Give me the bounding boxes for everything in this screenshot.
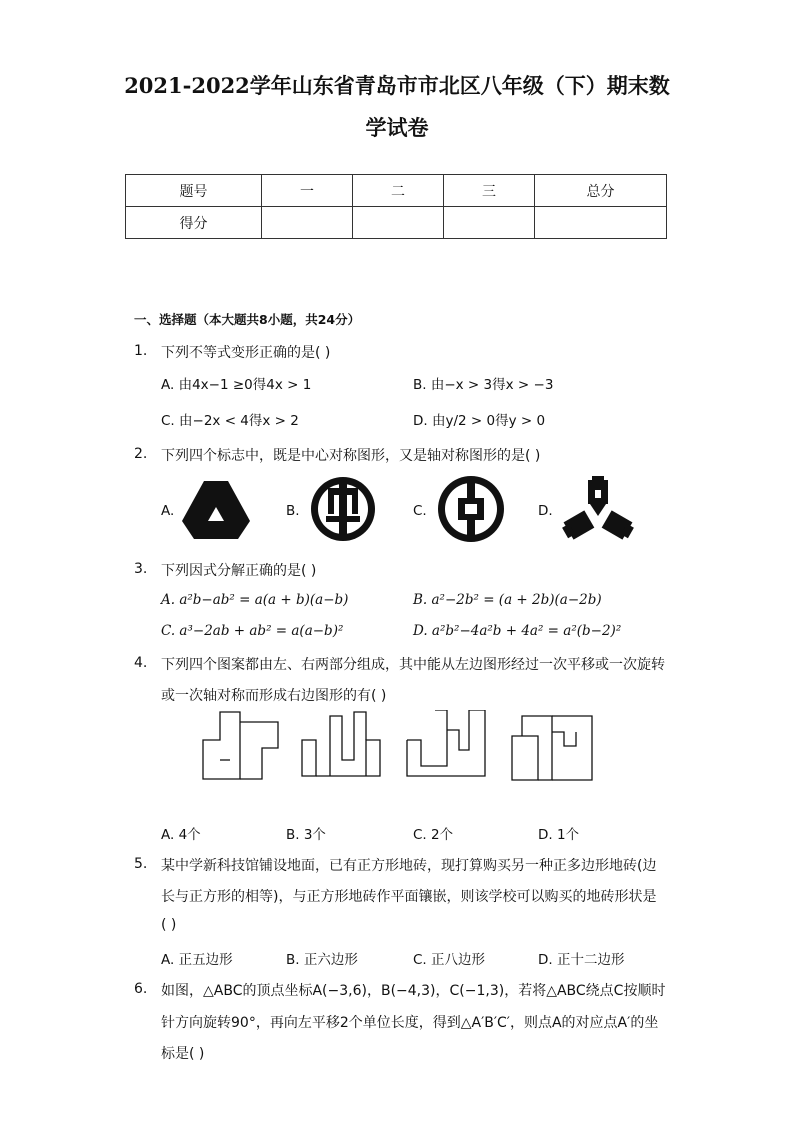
q5-option-d: D. 正十二边形 bbox=[538, 952, 625, 968]
score-cell bbox=[262, 207, 353, 239]
question-3-text: 下列因式分解正确的是( ) bbox=[161, 563, 317, 579]
q3-option-b: B. a²−2b² = (a + 2b)(a−2b) bbox=[413, 592, 602, 608]
question-number: 6. bbox=[134, 981, 148, 997]
coin-logo-icon bbox=[436, 474, 506, 548]
exam-title-line-1: 2021-2022学年山东省青岛市市北区八年级（下）期末数 bbox=[124, 73, 670, 98]
q1-option-d: D. 由y/2 > 0得y > 0 bbox=[413, 413, 546, 429]
bank-logo-icon bbox=[308, 474, 378, 548]
score-header-cell: 题号 bbox=[126, 175, 262, 207]
score-table bbox=[125, 174, 667, 239]
score-row-label: 得分 bbox=[126, 207, 262, 239]
q5-option-a: A. 正五边形 bbox=[161, 952, 233, 968]
question-5-text-line-2: 长与正方形的相等)，与正方形地砖作平面镶嵌，则该学校可以购买的地砖形状是 bbox=[161, 889, 657, 905]
triangle-logo-icon bbox=[180, 477, 252, 547]
pattern-figure-1 bbox=[203, 712, 278, 779]
question-6-text-line-3: 标是( ) bbox=[161, 1046, 205, 1062]
question-6-text-line-1: 如图，△ABC的顶点坐标A(−3,6)，B(−4,3)，C(−1,3)，若将△ABC绕点C按顺时 bbox=[161, 983, 666, 999]
question-number: 5. bbox=[134, 856, 148, 872]
pattern-figure-4 bbox=[512, 716, 592, 780]
question-number: 3. bbox=[134, 561, 148, 577]
q3-option-a: A. a²b−ab² = a(a + b)(a−b) bbox=[161, 592, 349, 608]
question-number: 2. bbox=[134, 446, 148, 462]
score-header-cell: 二 bbox=[353, 175, 444, 207]
q1-option-c: C. 由−2x < 4得x > 2 bbox=[161, 413, 299, 429]
q2-option-c: C. bbox=[413, 503, 427, 519]
pattern-figure-2 bbox=[302, 712, 380, 776]
question-1-text: 下列不等式变形正确的是( ) bbox=[161, 345, 331, 361]
q1-option-a: A. 由4x−1 ≥0得4x > 1 bbox=[161, 377, 312, 393]
question-5-text-line-1: 某中学新科技馆铺设地面，已有正方形地砖，现打算购买另一种正多边形地砖(边 bbox=[161, 858, 657, 874]
score-header-cell: 三 bbox=[444, 175, 535, 207]
q4-option-c: C. 2个 bbox=[413, 827, 454, 843]
question-4-text-line-1: 下列四个图案都由左、右两部分组成，其中能从左边图形经过一次平移或一次旋转 bbox=[161, 657, 665, 673]
question-number: 1. bbox=[134, 343, 148, 359]
q3-option-d: D. a²b²−4a²b + 4a² = a²(b−2)² bbox=[413, 623, 622, 639]
question-5-text-line-3: ( ) bbox=[161, 917, 177, 933]
question-6-text-line-2: 针方向旋转90°，再向左平移2个单位长度，得到△A′B′C′，则点A的对应点A′的坐 bbox=[161, 1015, 659, 1031]
q4-option-a: A. 4个 bbox=[161, 827, 201, 843]
score-cell bbox=[353, 207, 444, 239]
q2-option-a: A. bbox=[161, 503, 175, 519]
question-4-text-line-2: 或一次轴对称而形成右边图形的有( ) bbox=[161, 688, 387, 704]
question-2-text: 下列四个标志中，既是中心对称图形，又是轴对称图形的是( ) bbox=[161, 448, 541, 464]
question-number: 4. bbox=[134, 655, 148, 671]
score-header-cell: 一 bbox=[262, 175, 353, 207]
q5-option-b: B. 正六边形 bbox=[286, 952, 358, 968]
score-cell bbox=[535, 207, 667, 239]
q4-option-d: D. 1个 bbox=[538, 827, 580, 843]
q3-option-c: C. a³−2ab + ab² = a(a−b)² bbox=[161, 623, 344, 639]
score-cell bbox=[444, 207, 535, 239]
pattern-figure-3 bbox=[407, 710, 485, 776]
score-header-cell: 总分 bbox=[535, 175, 667, 207]
score-table-score-row bbox=[126, 207, 667, 239]
score-table-header-row bbox=[126, 175, 667, 207]
q5-option-c: C. 正八边形 bbox=[413, 952, 486, 968]
q4-option-b: B. 3个 bbox=[286, 827, 326, 843]
pattern-figures bbox=[200, 710, 600, 786]
exam-title-line-2: 学试卷 bbox=[365, 115, 429, 140]
section-heading: 一、选择题（本大题共8小题，共24分） bbox=[134, 312, 361, 327]
q2-option-d: D. bbox=[538, 503, 553, 519]
tri-arm-logo-icon bbox=[560, 476, 636, 546]
q2-option-b: B. bbox=[286, 503, 300, 519]
q1-option-b: B. 由−x > 3得x > −3 bbox=[413, 377, 554, 393]
